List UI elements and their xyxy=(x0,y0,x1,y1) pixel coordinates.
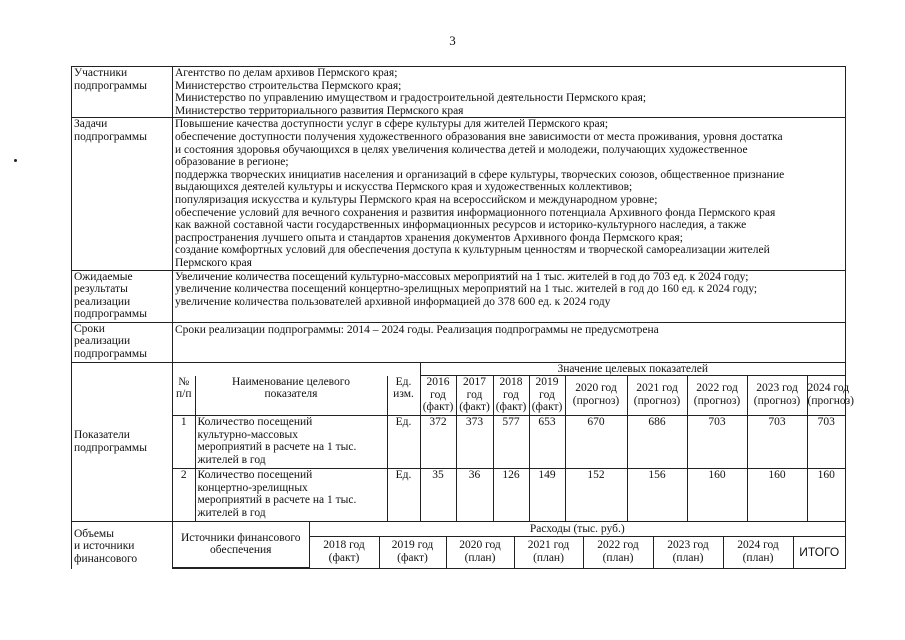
row-name: Количество посещений культурно-массовых мероприятий в расчете на 1 тыс. жителей в год xyxy=(195,416,387,469)
result-line: Увеличение количества посещений культурно-массовых мероприятий на 1 тыс. жителей в год до 703 ед. к 2024 году; xyxy=(175,270,749,283)
participant-line: Министерство строительства Пермского края; xyxy=(175,79,402,92)
participant-line: Агентство по делам архивов Пермского края; xyxy=(175,67,398,79)
task-line: образование в регионе; xyxy=(175,156,289,169)
terms-row xyxy=(72,322,846,362)
task-line: распространения лучшего опыта и стандартов хранения документов Архивного фонда Пермского края; xyxy=(175,231,683,244)
task-line: выдающихся деятелей культуры и искусства Пермского края и художественных коллективов; xyxy=(175,181,633,194)
indicators-label: Показатели подпрограммы xyxy=(72,362,173,521)
row-num: 1 xyxy=(173,416,195,469)
row-value: 160 xyxy=(807,469,845,521)
row-value: 703 xyxy=(747,416,807,469)
margin-dot xyxy=(14,159,17,162)
source-header: Источники финансового обеспечения xyxy=(173,522,309,568)
terms-label: Сроки реализации подпрограммы xyxy=(72,322,173,362)
indicators-content xyxy=(173,362,855,521)
task-line: популяризация искусства и культуры Пермского края на всероссийском и международном уровне; xyxy=(175,193,658,206)
year-header: 2017 год (факт) xyxy=(456,376,493,416)
result-line: увеличение количества посещений концертно-зрелищных мероприятий на 1 тыс. жителей в год до 160 ед. к 2024 году; xyxy=(175,283,758,296)
row-value: 156 xyxy=(627,469,687,521)
row-value: 126 xyxy=(493,469,529,521)
participant-line: Министерство по управлению имуществом и градостроительной деятельности Пермского края; xyxy=(175,92,647,105)
task-line: как важной составной части государственных информационных ресурсов и историко-культурного наследия, а также xyxy=(175,219,747,232)
tasks-content xyxy=(173,118,846,270)
table-row xyxy=(173,469,845,521)
year-header: 2019 год (факт) xyxy=(529,376,565,416)
participant-line: Министерство территориального развития Пермского края xyxy=(175,104,464,117)
finance-label: Объемы и источники финансового xyxy=(72,521,173,569)
year-header: 2022 год (прогноз) xyxy=(687,376,747,416)
row-unit: Ед. xyxy=(387,416,420,469)
row-num: 2 xyxy=(173,469,195,521)
terms-content: Сроки реализации подпрограммы: 2014 – 2024 годы. Реализация подпрограммы не предусмотрена xyxy=(173,322,846,362)
row-value: 160 xyxy=(747,469,807,521)
indicators-group-header: Значение целевых показателей xyxy=(420,363,845,376)
year-header: 2020 год (прогноз) xyxy=(565,376,627,416)
year-header: 2021 год (прогноз) xyxy=(627,376,687,416)
row-value: 36 xyxy=(456,469,493,521)
tasks-label: Задачи подпрограммы xyxy=(72,118,173,270)
table-row xyxy=(173,416,845,469)
participants-label: Участники подпрограммы xyxy=(72,67,173,118)
col-name-header: Наименование целевого показателя xyxy=(195,376,387,416)
subprogram-passport-table xyxy=(71,66,855,569)
col-num-header: № п/п xyxy=(173,376,195,416)
row-value: 35 xyxy=(420,469,456,521)
participants-row xyxy=(72,67,846,118)
task-line: обеспечение доступности получения художественного образования вне зависимости от места проживания, уровня достатка xyxy=(175,130,783,143)
results-content xyxy=(173,270,846,322)
year-header: 2024 год (прогноз) xyxy=(807,376,845,416)
finance-year-header: 2020 год (план) xyxy=(446,537,514,568)
finance-table xyxy=(173,522,845,569)
year-header: 2023 год (прогноз) xyxy=(747,376,807,416)
task-line: Повышение качества доступности услуг в сфере культуры для жителей Пермского края; xyxy=(175,118,609,131)
row-value: 703 xyxy=(807,416,845,469)
finance-year-header: 2024 год (план) xyxy=(723,537,793,568)
finance-content xyxy=(173,521,846,569)
year-header: 2018 год (факт) xyxy=(493,376,529,416)
finance-year-header: 2021 год (план) xyxy=(514,537,583,568)
row-value: 149 xyxy=(529,469,565,521)
results-row xyxy=(72,270,846,322)
row-value: 372 xyxy=(420,416,456,469)
row-value: 373 xyxy=(456,416,493,469)
finance-row xyxy=(72,521,846,569)
row-value: 577 xyxy=(493,416,529,469)
row-unit: Ед. xyxy=(387,469,420,521)
row-value: 653 xyxy=(529,416,565,469)
finance-year-header: 2018 год (факт) xyxy=(309,537,379,568)
result-line: увеличение количества пользователей архивной информацией до 378 600 ед. к 2024 году xyxy=(175,295,611,308)
indicators-table xyxy=(173,362,855,521)
row-value: 670 xyxy=(565,416,627,469)
indicators-row xyxy=(72,362,846,521)
task-line: поддержка творческих инициатив населения и организаций в сфере культуры, творческих союзов, общественное признание xyxy=(175,168,785,181)
task-line: и состояния здоровья обучающихся в целях увеличения количества детей и молодежи, получающих художественное xyxy=(175,143,748,156)
row-value: 152 xyxy=(565,469,627,521)
task-line: создание комфортных условий для обеспечения доступа к культурным ценностям и творческой самореализации жителей xyxy=(175,244,770,257)
year-header: 2016 год (факт) xyxy=(420,376,456,416)
tasks-row xyxy=(72,118,846,270)
row-value: 160 xyxy=(687,469,747,521)
page-number: 3 xyxy=(449,33,456,48)
expenses-group-header: Расходы (тыс. руб.) xyxy=(309,522,845,537)
results-label: Ожидаемые результаты реализации подпрограммы xyxy=(72,270,173,322)
participants-content xyxy=(173,67,846,118)
row-name: Количество посещений концертно-зрелищных мероприятий в расчете на 1 тыс. жителей в год xyxy=(195,469,387,521)
task-line: обеспечение условий для вечного сохранения и развития информационного потенциала Архивного фонда Пермского края xyxy=(175,206,776,219)
finance-year-header: 2019 год (факт) xyxy=(379,537,446,568)
total-header: ИТОГО xyxy=(793,537,845,568)
row-value: 686 xyxy=(627,416,687,469)
col-unit-header: Ед. изм. xyxy=(387,376,420,416)
finance-year-header: 2023 год (план) xyxy=(653,537,723,568)
finance-year-header: 2022 год (план) xyxy=(583,537,653,568)
task-line: Пермского края xyxy=(175,256,252,269)
row-value: 703 xyxy=(687,416,747,469)
